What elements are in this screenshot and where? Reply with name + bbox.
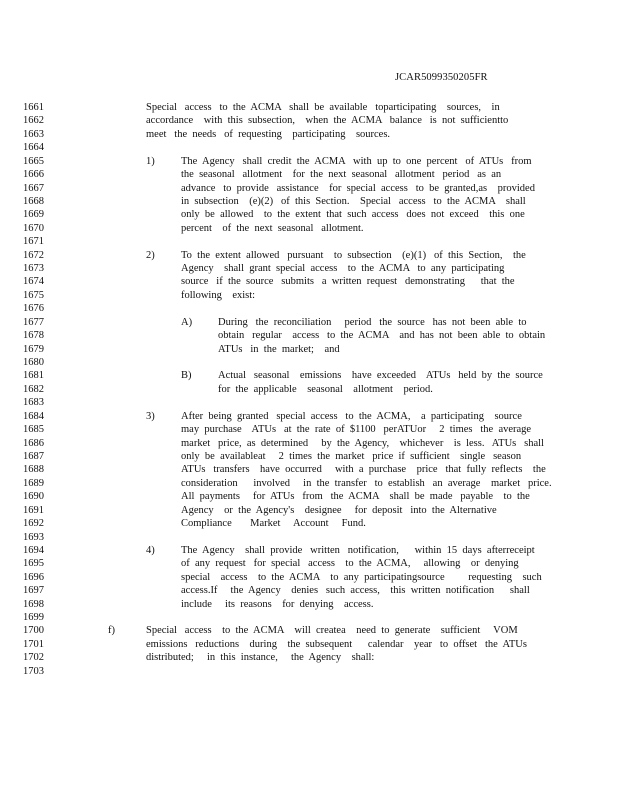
- document-line: [0, 222, 618, 235]
- line-number: 1675: [23, 289, 44, 301]
- line-number: 1666: [23, 169, 44, 181]
- line-number: 1671: [23, 236, 44, 248]
- document-line: [0, 329, 618, 342]
- document-line: [0, 302, 618, 315]
- line-text: obtain regular access to the ACMA and has not been able to obtain: [218, 330, 546, 342]
- document-line: [0, 490, 618, 503]
- line-text: The Agency shall credit the ACMA with up to one percent of ATUs from: [181, 155, 532, 167]
- document-line: [0, 410, 618, 423]
- line-text: Agency or the Agency's designee for deposit into the Alternative: [181, 504, 497, 516]
- line-number: 1662: [23, 115, 44, 127]
- document-line: [0, 141, 618, 154]
- list-label: 2): [146, 249, 155, 261]
- document-line: [0, 611, 618, 624]
- line-text: The Agency shall provide written notification, within 15 days afterreceipt: [181, 544, 535, 556]
- line-number: 1696: [23, 571, 44, 583]
- line-number: 1691: [23, 504, 44, 516]
- line-number: 1703: [23, 665, 44, 677]
- line-text: ATUs in the market; and: [218, 343, 340, 355]
- line-text: the seasonal allotment for the next seasonal allotment period as an: [181, 169, 502, 181]
- document-line: [0, 195, 618, 208]
- line-number: 1678: [23, 330, 44, 342]
- document-line: [0, 101, 618, 114]
- line-text: consideration involved in the transfer to establish an average market price.: [181, 477, 552, 489]
- line-number: 1701: [23, 638, 44, 650]
- line-number: 1683: [23, 397, 44, 409]
- line-number: 1674: [23, 276, 44, 288]
- line-number: 1692: [23, 518, 44, 530]
- document-line: [0, 275, 618, 288]
- document-line: [0, 517, 618, 530]
- document-line: [0, 356, 618, 369]
- line-text: of any request for special access to the ACMA, allowing or denying: [181, 558, 519, 570]
- line-text: percent of the next seasonal allotment.: [181, 222, 364, 234]
- line-number: 1682: [23, 383, 44, 395]
- document-line: [0, 114, 618, 127]
- document-line: [0, 182, 618, 195]
- document-line: [0, 423, 618, 436]
- list-label: f): [108, 625, 115, 637]
- line-text: accordance with this subsection, when the ACMA balance is not sufficientto: [146, 115, 509, 127]
- list-label: 3): [146, 410, 155, 422]
- line-number: 1698: [23, 598, 44, 610]
- line-text: ATUs transfers have occurred with a purchase price that fully reflects the: [181, 464, 546, 476]
- list-label: A): [181, 316, 193, 328]
- document-line: [0, 477, 618, 490]
- line-number: 1695: [23, 558, 44, 570]
- document-line: [0, 450, 618, 463]
- list-label: 4): [146, 544, 155, 556]
- line-number: 1676: [23, 303, 44, 315]
- line-text: Agency shall grant special access to the ACMA to any participating: [181, 263, 505, 275]
- document-id: JCAR5099350205FR: [395, 72, 488, 83]
- line-number: 1699: [23, 612, 44, 624]
- line-text: in subsection (e)(2) of this Section. Special access to the ACMA shall: [181, 195, 526, 207]
- document-line: [0, 235, 618, 248]
- document-line: [0, 531, 618, 544]
- document-line: [0, 383, 618, 396]
- document-line: [0, 396, 618, 409]
- line-text: include its reasons for denying access.: [181, 598, 374, 610]
- line-text: emissions reductions during the subsequent calendar year to offset the ATUs: [146, 638, 527, 650]
- document-line: [0, 624, 618, 637]
- document-body: [0, 101, 618, 678]
- document-line: [0, 168, 618, 181]
- line-text: for the applicable seasonal allotment period.: [218, 383, 433, 395]
- document-line: [0, 463, 618, 476]
- document-line: [0, 316, 618, 329]
- line-number: 1688: [23, 464, 44, 476]
- document-line: [0, 128, 618, 141]
- line-number: 1663: [23, 128, 44, 140]
- document-line: [0, 544, 618, 557]
- document-line: [0, 155, 618, 168]
- line-number: 1689: [23, 477, 44, 489]
- document-line: [0, 557, 618, 570]
- line-number: 1661: [23, 102, 44, 113]
- line-number: 1679: [23, 343, 44, 355]
- document-line: [0, 369, 618, 382]
- document-line: [0, 665, 618, 678]
- line-number: 1687: [23, 450, 44, 462]
- line-number: 1693: [23, 531, 44, 543]
- document-line: [0, 638, 618, 651]
- line-text: Special access to the ACMA shall be available toparticipating sources, in: [146, 102, 500, 113]
- line-number: 1697: [23, 585, 44, 597]
- line-text: Compliance Market Account Fund.: [181, 518, 366, 530]
- line-number: 1673: [23, 263, 44, 275]
- line-number: 1690: [23, 491, 44, 503]
- document-line: [0, 208, 618, 221]
- line-number: 1685: [23, 424, 44, 436]
- line-text: following exist:: [181, 289, 256, 301]
- list-label: B): [181, 370, 192, 382]
- line-text: During the reconciliation period the source has not been able to: [218, 316, 527, 328]
- document-line: [0, 571, 618, 584]
- document-line: [0, 437, 618, 450]
- line-text: advance to provide assistance for special access to be granted,as provided: [181, 182, 535, 194]
- line-number: 1681: [23, 370, 44, 382]
- line-text: only be allowed to the extent that such access does not exceed this one: [181, 209, 525, 221]
- line-number: 1664: [23, 142, 44, 154]
- line-text: After being granted special access to the ACMA, a participating source: [181, 410, 522, 422]
- line-text: Special access to the ACMA will createa need to generate sufficient VOM: [146, 625, 518, 637]
- line-text: may purchase ATUs at the rate of $1100 perATUor 2 times the average: [181, 424, 532, 436]
- document-line: [0, 504, 618, 517]
- line-text: market price, as determined by the Agency, whichever is less. ATUs shall: [181, 437, 544, 449]
- line-text: To the extent allowed pursuant to subsection (e)(1) of this Section, the: [181, 249, 526, 261]
- line-text: only be availableat 2 times the market price if sufficient single season: [181, 450, 522, 462]
- line-number: 1694: [23, 544, 44, 556]
- document-line: [0, 598, 618, 611]
- line-number: 1672: [23, 249, 44, 261]
- document-line: [0, 249, 618, 262]
- line-text: Actual seasonal emissions have exceeded ATUs held by the source: [218, 370, 543, 382]
- list-label: 1): [146, 155, 155, 167]
- document-line: [0, 651, 618, 664]
- line-number: 1665: [23, 155, 44, 167]
- document-line: [0, 289, 618, 302]
- line-text: source if the source submits a written request demonstrating that the: [181, 276, 515, 288]
- line-number: 1700: [23, 625, 44, 637]
- line-number: 1667: [23, 182, 44, 194]
- line-number: 1680: [23, 357, 44, 369]
- document-line: [0, 343, 618, 356]
- line-number: 1677: [23, 316, 44, 328]
- line-text: meet the needs of requesting participating sources.: [146, 128, 391, 140]
- document-line: [0, 584, 618, 597]
- line-number: 1684: [23, 410, 44, 422]
- line-text: access.If the Agency denies such access, this written notification shall: [181, 585, 530, 597]
- line-number: 1702: [23, 652, 44, 664]
- line-number: 1686: [23, 437, 44, 449]
- line-text: All payments for ATUs from the ACMA shall be made payable to the: [181, 491, 530, 503]
- line-text: special access to the ACMA to any participatingsource requesting such: [181, 571, 542, 583]
- line-number: 1668: [23, 195, 44, 207]
- line-number: 1670: [23, 222, 44, 234]
- document-line: [0, 262, 618, 275]
- line-number: 1669: [23, 209, 44, 221]
- line-text: distributed; in this instance, the Agency shall:: [146, 652, 375, 664]
